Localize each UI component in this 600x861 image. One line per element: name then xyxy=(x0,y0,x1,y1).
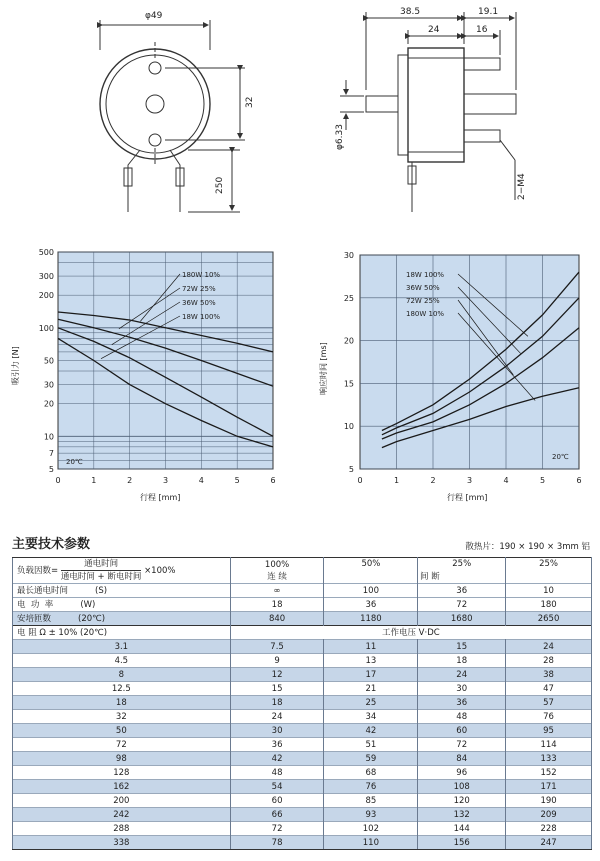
voltage-row xyxy=(13,836,592,850)
y-tick-label: 7 xyxy=(48,449,54,459)
y-tick-label: 50 xyxy=(43,356,54,366)
voltage-value: 24 xyxy=(418,668,506,682)
x-tick-label: 2 xyxy=(430,476,436,485)
resistance-value: 200 xyxy=(13,794,231,808)
voltage-value: 36 xyxy=(230,738,324,752)
voltage-value: 7.5 xyxy=(230,640,324,654)
x-tick-label: 6 xyxy=(270,476,276,485)
voltage-value: 76 xyxy=(324,780,418,794)
y-tick-label: 20 xyxy=(343,336,354,346)
voltage-row xyxy=(13,682,592,696)
x-tick-label: 5 xyxy=(539,476,546,485)
param-value: 36 xyxy=(324,598,418,612)
len-19-1-label: 19.1 xyxy=(478,7,499,17)
response-chart xyxy=(318,251,582,502)
voltage-value: 144 xyxy=(418,822,506,836)
param-value: ∞ xyxy=(230,584,324,598)
voltage-value: 93 xyxy=(324,808,418,822)
param-value: 10 xyxy=(506,584,592,598)
force-chart-xlabel: 行程 [mm] xyxy=(140,493,181,502)
voltage-value: 24 xyxy=(506,640,592,654)
force-chart-y-ticks xyxy=(39,248,54,474)
voltage-value: 59 xyxy=(324,752,418,766)
legend-label: 72W 25% xyxy=(182,285,216,293)
resistance-value: 8 xyxy=(13,668,231,682)
voltage-value: 76 xyxy=(506,710,592,724)
voltage-value: 120 xyxy=(418,794,506,808)
voltage-value: 30 xyxy=(230,724,324,738)
resistance-value: 242 xyxy=(13,808,231,822)
y-tick-label: 500 xyxy=(38,248,54,257)
y-tick-label: 10 xyxy=(343,422,354,432)
param-value: 100 xyxy=(324,584,418,598)
voltage-value: 152 xyxy=(506,766,592,780)
voltage-value: 28 xyxy=(506,654,592,668)
voltage-value: 85 xyxy=(324,794,418,808)
voltage-value: 114 xyxy=(506,738,592,752)
voltage-row xyxy=(13,808,592,822)
param-value: 1680 xyxy=(418,612,506,626)
resistance-value: 72 xyxy=(13,738,231,752)
voltage-value: 68 xyxy=(324,766,418,780)
voltage-value: 36 xyxy=(418,696,506,710)
param-value: 840 xyxy=(230,612,324,626)
voltage-row xyxy=(13,794,592,808)
thread-label: 2−M4 xyxy=(517,173,527,200)
voltage-value: 57 xyxy=(506,696,592,710)
voltage-rows xyxy=(13,640,592,850)
voltage-value: 190 xyxy=(506,794,592,808)
voltage-value: 25 xyxy=(324,696,418,710)
param-row xyxy=(13,584,592,598)
voltage-value: 15 xyxy=(230,682,324,696)
resistance-value: 12.5 xyxy=(13,682,231,696)
voltage-row xyxy=(13,738,592,752)
voltage-value: 11 xyxy=(324,640,418,654)
y-tick-label: 25 xyxy=(343,293,354,303)
voltage-value: 51 xyxy=(324,738,418,752)
spec-header-row xyxy=(13,558,592,584)
response-chart-x-ticks xyxy=(357,476,581,485)
voltage-value: 48 xyxy=(230,766,324,780)
height-32-label: 32 xyxy=(245,96,255,108)
duty-formula xyxy=(13,558,231,584)
legend-label: 180W 10% xyxy=(182,271,221,279)
col-25b-label: 25% xyxy=(539,559,559,569)
voltage-value: 66 xyxy=(230,808,324,822)
resistance-value: 3.1 xyxy=(13,640,231,654)
voltage-value: 84 xyxy=(418,752,506,766)
resistance-value: 18 xyxy=(13,696,231,710)
voltage-value: 18 xyxy=(418,654,506,668)
y-tick-label: 200 xyxy=(38,291,54,301)
param-value: 72 xyxy=(418,598,506,612)
resistance-value: 162 xyxy=(13,780,231,794)
force-chart-temp-note: 20℃ xyxy=(66,458,83,466)
voltage-row xyxy=(13,654,592,668)
x-tick-label: 0 xyxy=(357,476,363,485)
voltage-row xyxy=(13,668,592,682)
voltage-value: 247 xyxy=(506,836,592,850)
resistance-label: 电 阻 Ω ± 10% (20℃) xyxy=(13,626,231,640)
voltage-value: 95 xyxy=(506,724,592,738)
y-tick-label: 20 xyxy=(43,399,54,409)
section-title: 主要技术参数 xyxy=(12,537,91,552)
legend-label: 72W 25% xyxy=(406,297,440,305)
y-tick-label: 100 xyxy=(38,323,54,333)
y-tick-label: 10 xyxy=(43,432,54,442)
voltage-value: 110 xyxy=(324,836,418,850)
y-tick-label: 30 xyxy=(343,251,354,260)
y-tick-label: 15 xyxy=(343,379,354,389)
diameter-label: φ49 xyxy=(145,11,163,21)
voltage-value: 34 xyxy=(324,710,418,724)
legend-label: 180W 10% xyxy=(406,310,445,318)
voltage-value: 108 xyxy=(418,780,506,794)
col-25b-header xyxy=(506,558,592,584)
voltage-value: 21 xyxy=(324,682,418,696)
voltage-row xyxy=(13,696,592,710)
voltage-row xyxy=(13,640,592,654)
param-value: 180 xyxy=(506,598,592,612)
force-chart-ylabel: 吸引力 [N] xyxy=(11,346,20,385)
param-value: 2650 xyxy=(506,612,592,626)
voltage-value: 60 xyxy=(230,794,324,808)
resistance-value: 338 xyxy=(13,836,231,850)
y-tick-label: 30 xyxy=(43,380,54,390)
voltage-value: 15 xyxy=(418,640,506,654)
voltage-value: 9 xyxy=(230,654,324,668)
param-value: 18 xyxy=(230,598,324,612)
y-tick-label: 5 xyxy=(48,465,54,474)
spec-table xyxy=(12,557,592,850)
legend-label: 18W 100% xyxy=(182,313,221,321)
col-25a-label: 25% xyxy=(452,559,472,569)
duty-denominator: 通电时间 + 断电时间 xyxy=(60,572,142,582)
resistance-value: 98 xyxy=(13,752,231,766)
force-chart-x-ticks xyxy=(55,476,275,485)
col-50-header xyxy=(324,558,418,584)
param-label: 电 功 率 (W) xyxy=(13,598,231,612)
voltage-value: 228 xyxy=(506,822,592,836)
shaft-dia-label: φ6.33 xyxy=(335,124,345,150)
resistance-value: 128 xyxy=(13,766,231,780)
col-50-label: 50% xyxy=(361,559,381,569)
duty-numerator: 通电时间 xyxy=(61,558,142,571)
voltage-row xyxy=(13,766,592,780)
voltage-value: 132 xyxy=(418,808,506,822)
voltage-value: 48 xyxy=(418,710,506,724)
voltage-row xyxy=(13,724,592,738)
response-chart-ylabel: 响应时间 [ms] xyxy=(319,342,328,395)
voltage-value: 96 xyxy=(418,766,506,780)
param-rows xyxy=(13,584,592,626)
x-tick-label: 1 xyxy=(393,476,400,485)
voltage-value: 24 xyxy=(230,710,324,724)
x-tick-label: 3 xyxy=(466,476,473,485)
param-value: 36 xyxy=(418,584,506,598)
voltage-value: 209 xyxy=(506,808,592,822)
voltage-value: 12 xyxy=(230,668,324,682)
y-tick-label: 300 xyxy=(38,272,54,282)
x-tick-label: 6 xyxy=(576,476,582,485)
voltage-value: 72 xyxy=(418,738,506,752)
len-24-label: 24 xyxy=(428,25,440,35)
voltage-value: 42 xyxy=(324,724,418,738)
x-tick-label: 0 xyxy=(55,476,61,485)
param-row xyxy=(13,612,592,626)
col-100-label: 100% xyxy=(264,559,290,570)
resistance-value: 288 xyxy=(13,822,231,836)
col-100-header xyxy=(230,558,324,584)
voltage-value: 30 xyxy=(418,682,506,696)
voltage-value: 102 xyxy=(324,822,418,836)
response-chart-y-ticks xyxy=(344,251,354,474)
duty-percent: ×100% xyxy=(144,566,176,576)
param-value: 1180 xyxy=(324,612,418,626)
voltage-value: 60 xyxy=(418,724,506,738)
voltage-value: 17 xyxy=(324,668,418,682)
voltage-value: 156 xyxy=(418,836,506,850)
response-chart-xlabel: 行程 [mm] xyxy=(447,493,488,502)
voltage-value: 42 xyxy=(230,752,324,766)
voltage-value: 72 xyxy=(230,822,324,836)
lead-250-label: 250 xyxy=(215,176,225,194)
duty-label: 负载因数= xyxy=(17,566,59,576)
voltage-row xyxy=(13,780,592,794)
voltage-header-row xyxy=(13,626,592,640)
voltage-value: 133 xyxy=(506,752,592,766)
force-chart xyxy=(10,248,276,502)
voltage-value: 171 xyxy=(506,780,592,794)
voltage-value: 78 xyxy=(230,836,324,850)
len-16-label: 16 xyxy=(476,25,488,35)
x-tick-label: 4 xyxy=(503,476,509,485)
x-tick-label: 3 xyxy=(162,476,169,485)
x-tick-label: 2 xyxy=(127,476,133,485)
voltage-row xyxy=(13,752,592,766)
legend-label: 36W 50% xyxy=(406,284,440,292)
param-row xyxy=(13,598,592,612)
voltage-value: 54 xyxy=(230,780,324,794)
x-tick-label: 5 xyxy=(234,476,240,485)
voltage-row xyxy=(13,710,592,724)
duty-fraction xyxy=(61,558,142,583)
intermittent-label: 间 断 xyxy=(420,572,440,582)
voltage-row xyxy=(13,822,592,836)
x-tick-label: 4 xyxy=(198,476,204,485)
voltage-value: 38 xyxy=(506,668,592,682)
response-chart-temp-note: 20℃ xyxy=(552,453,569,461)
legend-label: 18W 100% xyxy=(406,271,445,279)
voltage-value: 18 xyxy=(230,696,324,710)
x-tick-label: 1 xyxy=(91,476,97,485)
resistance-value: 50 xyxy=(13,724,231,738)
param-label: 安培匝数 (20℃) xyxy=(13,612,231,626)
y-tick-label: 5 xyxy=(348,465,354,474)
voltage-label: 工作电压 V·DC xyxy=(230,626,591,640)
legend-label: 36W 50% xyxy=(182,299,216,307)
resistance-value: 4.5 xyxy=(13,654,231,668)
heatsink-note: 散热片：190 × 190 × 3mm 铝 xyxy=(465,542,590,552)
resistance-value: 32 xyxy=(13,710,231,724)
voltage-value: 13 xyxy=(324,654,418,668)
col-100-sub: 连 续 xyxy=(267,571,287,582)
voltage-value: 47 xyxy=(506,682,592,696)
param-label: 最长通电时间 (S) xyxy=(13,584,231,598)
side-view-drawing xyxy=(340,12,516,212)
len-38-5-label: 38.5 xyxy=(400,7,421,17)
